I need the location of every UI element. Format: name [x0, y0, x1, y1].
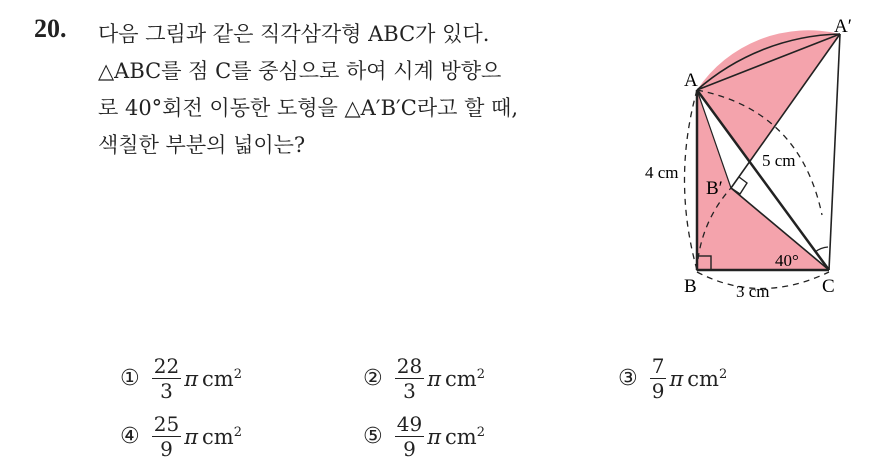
- numerator: 28: [396, 354, 423, 378]
- fraction: [395, 414, 424, 459]
- label-side-AC: 5 cm: [762, 151, 796, 170]
- label-side-AB: 4 cm: [645, 163, 679, 182]
- label-side-BC: 3 cm: [736, 282, 770, 300]
- numerator: 25: [153, 412, 180, 436]
- denominator: 9: [160, 437, 173, 461]
- denominator: 9: [403, 437, 416, 461]
- rotation-figure: [630, 0, 870, 300]
- stem-line: 다음 그림과 같은 직각삼각형 ABC가 있다.: [98, 22, 490, 46]
- choice-mark: ⑤: [363, 424, 383, 449]
- denominator: 3: [403, 379, 416, 403]
- label-A: A: [684, 70, 698, 91]
- fraction: [152, 414, 181, 459]
- unit: $cm^2$: [445, 424, 485, 449]
- stem-line: △ABC를 점 C를 중심으로 하여 시계 방향으: [98, 59, 502, 83]
- unit: $cm^2$: [202, 366, 242, 391]
- label-B: B: [684, 276, 697, 297]
- numerator: 49: [396, 412, 423, 436]
- pi-symbol: π: [427, 424, 441, 449]
- choice-2[interactable]: [363, 356, 485, 401]
- choice-3[interactable]: [618, 356, 727, 401]
- pi-symbol: π: [669, 366, 684, 391]
- question-number: 20.: [34, 14, 67, 43]
- choice-1[interactable]: [120, 356, 242, 401]
- fraction: [152, 356, 181, 401]
- choice-5[interactable]: [363, 414, 485, 459]
- fraction: [650, 356, 667, 401]
- fraction: [395, 356, 424, 401]
- choice-mark: ④: [120, 424, 140, 449]
- label-angle-C: 40°: [775, 251, 799, 270]
- choice-mark: ③: [618, 366, 638, 391]
- pi-symbol: π: [184, 366, 198, 391]
- label-B-prime: B′: [706, 178, 723, 199]
- question-stem: [98, 16, 618, 164]
- dashed-arc-AB: [685, 90, 698, 270]
- stem-line: 색칠한 부분의 넓이는?: [98, 133, 306, 157]
- numerator: 22: [153, 354, 180, 378]
- denominator: 9: [651, 379, 665, 403]
- stem-line: 로 40°회전 이동한 도형을 △A′B′C라고 할 때,: [98, 96, 519, 120]
- denominator: 3: [160, 379, 173, 403]
- choice-4[interactable]: [120, 414, 242, 459]
- choice-mark: ②: [363, 366, 383, 391]
- numerator: 7: [651, 354, 665, 378]
- unit: $cm^2$: [445, 366, 485, 391]
- pi-symbol: π: [184, 424, 198, 449]
- pi-symbol: π: [427, 366, 441, 391]
- choice-mark: ①: [120, 366, 140, 391]
- unit: $cm^2$: [687, 366, 728, 391]
- label-C: C: [822, 276, 835, 297]
- label-A-prime: A′: [834, 16, 852, 37]
- unit: $cm^2$: [202, 424, 242, 449]
